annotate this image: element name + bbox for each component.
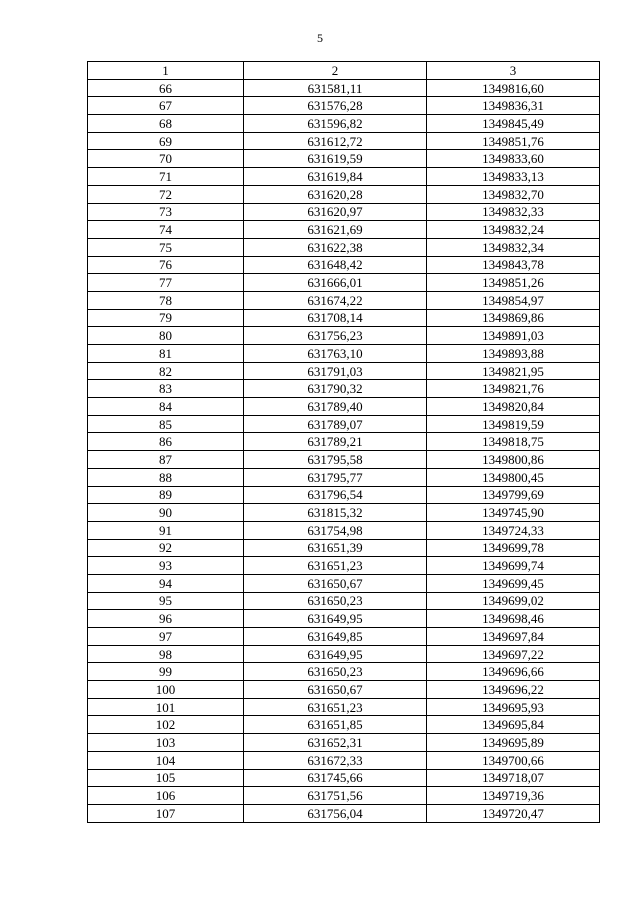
cell-point-number: 106 — [88, 787, 244, 805]
table-row — [88, 804, 600, 822]
cell-x-coordinate: 631756,04 — [244, 804, 427, 822]
cell-point-number: 95 — [88, 592, 244, 610]
cell-y-coordinate: 1349800,45 — [427, 468, 600, 486]
cell-x-coordinate: 631763,10 — [244, 345, 427, 363]
table-header — [88, 62, 600, 80]
cell-x-coordinate: 631649,95 — [244, 610, 427, 628]
cell-y-coordinate: 1349724,33 — [427, 521, 600, 539]
cell-x-coordinate: 631619,84 — [244, 168, 427, 186]
table-row — [88, 203, 600, 221]
table-row — [88, 645, 600, 663]
cell-point-number: 68 — [88, 115, 244, 133]
cell-y-coordinate: 1349851,76 — [427, 132, 600, 150]
table-row — [88, 221, 600, 239]
table-row — [88, 97, 600, 115]
cell-point-number: 87 — [88, 451, 244, 469]
cell-x-coordinate: 631620,97 — [244, 203, 427, 221]
table-row — [88, 115, 600, 133]
cell-x-coordinate: 631672,33 — [244, 751, 427, 769]
cell-point-number: 70 — [88, 150, 244, 168]
table-row — [88, 362, 600, 380]
page-number: 5 — [317, 31, 323, 45]
table-row — [88, 468, 600, 486]
cell-y-coordinate: 1349891,03 — [427, 327, 600, 345]
table-body — [88, 79, 600, 822]
cell-y-coordinate: 1349836,31 — [427, 97, 600, 115]
table-row — [88, 734, 600, 752]
cell-y-coordinate: 1349695,93 — [427, 698, 600, 716]
table-row — [88, 504, 600, 522]
cell-x-coordinate: 631791,03 — [244, 362, 427, 380]
cell-y-coordinate: 1349821,95 — [427, 362, 600, 380]
cell-x-coordinate: 631708,14 — [244, 309, 427, 327]
cell-x-coordinate: 631650,23 — [244, 663, 427, 681]
cell-x-coordinate: 631790,32 — [244, 380, 427, 398]
cell-point-number: 76 — [88, 256, 244, 274]
cell-point-number: 79 — [88, 309, 244, 327]
cell-x-coordinate: 631789,21 — [244, 433, 427, 451]
cell-point-number: 72 — [88, 185, 244, 203]
table-row — [88, 433, 600, 451]
cell-y-coordinate: 1349800,86 — [427, 451, 600, 469]
cell-x-coordinate: 631756,23 — [244, 327, 427, 345]
cell-y-coordinate: 1349816,60 — [427, 79, 600, 97]
cell-y-coordinate: 1349833,60 — [427, 150, 600, 168]
cell-y-coordinate: 1349745,90 — [427, 504, 600, 522]
column-header-point: 1 — [88, 62, 244, 80]
cell-x-coordinate: 631651,39 — [244, 539, 427, 557]
cell-point-number: 93 — [88, 557, 244, 575]
cell-y-coordinate: 1349697,22 — [427, 645, 600, 663]
cell-point-number: 88 — [88, 468, 244, 486]
cell-x-coordinate: 631796,54 — [244, 486, 427, 504]
cell-point-number: 96 — [88, 610, 244, 628]
table-row — [88, 751, 600, 769]
cell-x-coordinate: 631648,42 — [244, 256, 427, 274]
table-row — [88, 681, 600, 699]
cell-y-coordinate: 1349854,97 — [427, 291, 600, 309]
cell-x-coordinate: 631649,95 — [244, 645, 427, 663]
cell-point-number: 107 — [88, 804, 244, 822]
cell-y-coordinate: 1349720,47 — [427, 804, 600, 822]
cell-y-coordinate: 1349845,49 — [427, 115, 600, 133]
table-row — [88, 592, 600, 610]
cell-point-number: 94 — [88, 574, 244, 592]
cell-y-coordinate: 1349893,88 — [427, 345, 600, 363]
cell-point-number: 75 — [88, 238, 244, 256]
table-row — [88, 610, 600, 628]
cell-y-coordinate: 1349699,45 — [427, 574, 600, 592]
cell-point-number: 71 — [88, 168, 244, 186]
cell-x-coordinate: 631674,22 — [244, 291, 427, 309]
cell-point-number: 97 — [88, 628, 244, 646]
cell-y-coordinate: 1349833,13 — [427, 168, 600, 186]
coordinates-table — [87, 61, 600, 823]
table-row — [88, 256, 600, 274]
cell-x-coordinate: 631649,85 — [244, 628, 427, 646]
header-row — [88, 62, 600, 80]
cell-point-number: 105 — [88, 769, 244, 787]
cell-point-number: 103 — [88, 734, 244, 752]
cell-point-number: 82 — [88, 362, 244, 380]
cell-y-coordinate: 1349869,86 — [427, 309, 600, 327]
table-row — [88, 521, 600, 539]
cell-x-coordinate: 631650,67 — [244, 681, 427, 699]
cell-x-coordinate: 631650,67 — [244, 574, 427, 592]
cell-y-coordinate: 1349832,24 — [427, 221, 600, 239]
cell-point-number: 102 — [88, 716, 244, 734]
cell-x-coordinate: 631596,82 — [244, 115, 427, 133]
cell-x-coordinate: 631651,23 — [244, 698, 427, 716]
cell-point-number: 73 — [88, 203, 244, 221]
table-row — [88, 574, 600, 592]
cell-point-number: 78 — [88, 291, 244, 309]
cell-y-coordinate: 1349799,69 — [427, 486, 600, 504]
cell-point-number: 80 — [88, 327, 244, 345]
cell-point-number: 84 — [88, 398, 244, 416]
table-row — [88, 716, 600, 734]
cell-x-coordinate: 631754,98 — [244, 521, 427, 539]
cell-point-number: 85 — [88, 415, 244, 433]
cell-point-number: 77 — [88, 274, 244, 292]
cell-y-coordinate: 1349698,46 — [427, 610, 600, 628]
cell-point-number: 101 — [88, 698, 244, 716]
cell-x-coordinate: 631751,56 — [244, 787, 427, 805]
cell-x-coordinate: 631666,01 — [244, 274, 427, 292]
cell-x-coordinate: 631795,77 — [244, 468, 427, 486]
cell-y-coordinate: 1349818,75 — [427, 433, 600, 451]
table-row — [88, 398, 600, 416]
cell-point-number: 86 — [88, 433, 244, 451]
cell-x-coordinate: 631650,23 — [244, 592, 427, 610]
cell-point-number: 99 — [88, 663, 244, 681]
cell-point-number: 90 — [88, 504, 244, 522]
table-row — [88, 150, 600, 168]
cell-y-coordinate: 1349700,66 — [427, 751, 600, 769]
cell-y-coordinate: 1349696,22 — [427, 681, 600, 699]
cell-point-number: 91 — [88, 521, 244, 539]
cell-point-number: 81 — [88, 345, 244, 363]
cell-x-coordinate: 631612,72 — [244, 132, 427, 150]
cell-x-coordinate: 631576,28 — [244, 97, 427, 115]
cell-y-coordinate: 1349699,74 — [427, 557, 600, 575]
cell-y-coordinate: 1349719,36 — [427, 787, 600, 805]
cell-x-coordinate: 631789,07 — [244, 415, 427, 433]
cell-y-coordinate: 1349695,89 — [427, 734, 600, 752]
table-row — [88, 345, 600, 363]
cell-x-coordinate: 631745,66 — [244, 769, 427, 787]
cell-point-number: 104 — [88, 751, 244, 769]
cell-x-coordinate: 631619,59 — [244, 150, 427, 168]
cell-point-number: 66 — [88, 79, 244, 97]
cell-y-coordinate: 1349832,33 — [427, 203, 600, 221]
cell-point-number: 98 — [88, 645, 244, 663]
table-row — [88, 132, 600, 150]
column-header-x: 2 — [244, 62, 427, 80]
cell-y-coordinate: 1349820,84 — [427, 398, 600, 416]
cell-y-coordinate: 1349843,78 — [427, 256, 600, 274]
cell-y-coordinate: 1349832,70 — [427, 185, 600, 203]
table-row — [88, 663, 600, 681]
table-row — [88, 79, 600, 97]
table-row — [88, 539, 600, 557]
cell-y-coordinate: 1349851,26 — [427, 274, 600, 292]
cell-point-number: 100 — [88, 681, 244, 699]
table-row — [88, 185, 600, 203]
cell-y-coordinate: 1349696,66 — [427, 663, 600, 681]
cell-y-coordinate: 1349699,78 — [427, 539, 600, 557]
cell-x-coordinate: 631622,38 — [244, 238, 427, 256]
cell-y-coordinate: 1349697,84 — [427, 628, 600, 646]
cell-y-coordinate: 1349821,76 — [427, 380, 600, 398]
column-header-y: 3 — [427, 62, 600, 80]
table-row — [88, 557, 600, 575]
cell-point-number: 83 — [88, 380, 244, 398]
cell-x-coordinate: 631795,58 — [244, 451, 427, 469]
cell-y-coordinate: 1349718,07 — [427, 769, 600, 787]
table-row — [88, 769, 600, 787]
table-row — [88, 380, 600, 398]
table-row — [88, 238, 600, 256]
cell-x-coordinate: 631652,31 — [244, 734, 427, 752]
cell-x-coordinate: 631651,85 — [244, 716, 427, 734]
table-row — [88, 486, 600, 504]
table-row — [88, 628, 600, 646]
table-row — [88, 274, 600, 292]
table-row — [88, 698, 600, 716]
cell-x-coordinate: 631651,23 — [244, 557, 427, 575]
cell-y-coordinate: 1349695,84 — [427, 716, 600, 734]
cell-x-coordinate: 631581,11 — [244, 79, 427, 97]
cell-point-number: 69 — [88, 132, 244, 150]
cell-x-coordinate: 631621,69 — [244, 221, 427, 239]
cell-y-coordinate: 1349832,34 — [427, 238, 600, 256]
cell-y-coordinate: 1349819,59 — [427, 415, 600, 433]
cell-point-number: 92 — [88, 539, 244, 557]
cell-point-number: 74 — [88, 221, 244, 239]
table-row — [88, 309, 600, 327]
cell-y-coordinate: 1349699,02 — [427, 592, 600, 610]
table-row — [88, 451, 600, 469]
cell-point-number: 67 — [88, 97, 244, 115]
cell-x-coordinate: 631815,32 — [244, 504, 427, 522]
table-row — [88, 327, 600, 345]
table-row — [88, 291, 600, 309]
table-row — [88, 168, 600, 186]
cell-x-coordinate: 631789,40 — [244, 398, 427, 416]
cell-x-coordinate: 631620,28 — [244, 185, 427, 203]
cell-point-number: 89 — [88, 486, 244, 504]
table-row — [88, 787, 600, 805]
table-row — [88, 415, 600, 433]
